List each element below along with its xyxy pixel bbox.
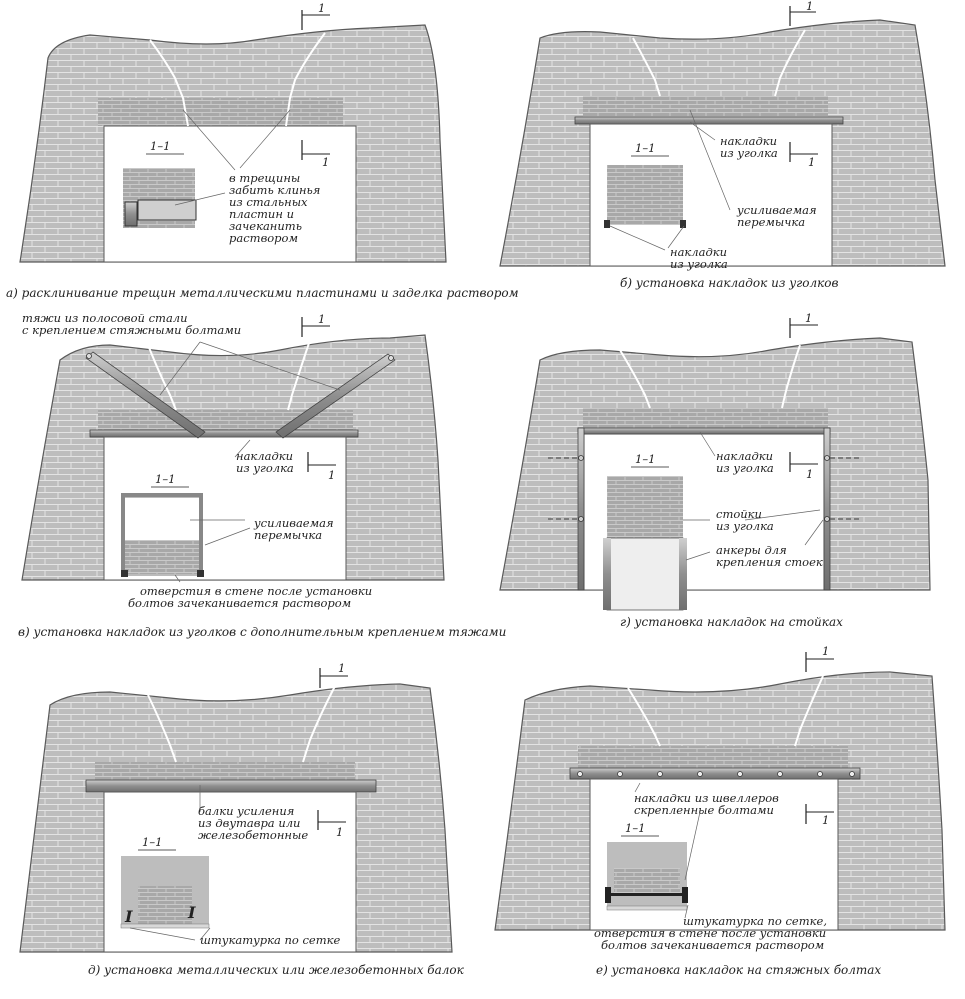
- i-beam-right: I: [188, 903, 196, 922]
- callout-plates: [236, 449, 294, 475]
- channel-left: [605, 887, 611, 903]
- svg-text:зачеканить: зачеканить: [229, 219, 302, 233]
- section-marker-mid: 1: [806, 467, 814, 481]
- lintel: [578, 746, 848, 768]
- section-label: 1–1: [142, 835, 163, 849]
- channel-right: [682, 887, 688, 903]
- i-beam-left: I: [125, 907, 133, 926]
- svg-text:забить клинья: забить клинья: [229, 183, 321, 197]
- tie-right: [199, 495, 203, 577]
- svg-text:накладки: накладки: [720, 134, 778, 148]
- callout-channels: [634, 791, 779, 817]
- svg-text:стойки: стойки: [716, 507, 762, 521]
- caption: г) установка накладок на стойках: [620, 615, 843, 629]
- panel-g: [500, 311, 930, 629]
- svg-text:из стальных: из стальных: [229, 195, 308, 209]
- plaster: [121, 924, 209, 928]
- callout-holes: [128, 584, 372, 610]
- channel-plate: [570, 768, 860, 779]
- svg-text:тяжи из полосовой стали: тяжи из полосовой стали: [22, 311, 188, 325]
- svg-text:болтов зачеканивается растворо: болтов зачеканивается раствором: [128, 596, 352, 610]
- svg-text:с креплением стяжными болтами: с креплением стяжными болтами: [22, 323, 242, 337]
- section-bolt: [608, 893, 686, 896]
- svg-text:из уголка: из уголка: [720, 146, 778, 160]
- callout-rods: [22, 311, 241, 337]
- svg-text:из уголка: из уголка: [716, 519, 774, 533]
- svg-text:железобетонные: железобетонные: [198, 828, 309, 842]
- post-left: [578, 428, 584, 590]
- svg-text:накладки: накладки: [236, 449, 294, 463]
- lintel: [583, 96, 828, 118]
- callout-plates: [716, 449, 774, 475]
- svg-text:скрепленные болтами: скрепленные болтами: [634, 803, 774, 817]
- section-post-left: [603, 538, 611, 610]
- panel-v: [18, 311, 506, 639]
- anchor-bolt: [579, 456, 584, 461]
- svg-text:болтов зачеканивается растворо: болтов зачеканивается раствором: [601, 938, 825, 952]
- angle-left: [121, 570, 128, 577]
- anchor-bolt: [579, 517, 584, 522]
- steel-beam: [86, 780, 376, 792]
- bolt: [87, 354, 92, 359]
- svg-text:пластин и: пластин и: [229, 207, 294, 221]
- anchor-bolt: [825, 517, 830, 522]
- angle-plate: [575, 117, 843, 124]
- svg-text:из уголка: из уголка: [670, 257, 728, 271]
- panel-a: [6, 1, 519, 300]
- caption: в) установка накладок из уголков с дополнительным креплением тяжами: [18, 625, 507, 639]
- callout-plates: [720, 134, 778, 160]
- section-label: 1–1: [155, 472, 176, 486]
- svg-text:усиливаемая: усиливаемая: [737, 203, 817, 217]
- svg-text:крепления стоек: крепления стоек: [716, 555, 823, 569]
- caption: е) установка накладок на стяжных болтах: [596, 963, 882, 977]
- plaster: [607, 906, 687, 910]
- lintel: [98, 98, 343, 126]
- caption: д) установка металлических или железобетонных балок: [88, 963, 464, 977]
- caption: б) установка накладок из уголков: [620, 276, 839, 290]
- section-marker-mid: 1: [328, 468, 336, 482]
- tie-top: [121, 493, 203, 497]
- section-marker-mid: 1: [822, 813, 830, 827]
- svg-text:из уголка: из уголка: [716, 461, 774, 475]
- svg-text:из уголка: из уголка: [236, 461, 294, 475]
- lintel: [583, 408, 828, 430]
- anchor-bolt: [825, 456, 830, 461]
- steel-wedge: [138, 200, 196, 220]
- section-label: 1–1: [635, 141, 656, 155]
- callout-plaster: штукатурка по сетке: [200, 933, 341, 947]
- svg-text:анкеры для: анкеры для: [716, 543, 787, 557]
- angle-left: [604, 220, 610, 228]
- section-lintel: [124, 540, 200, 574]
- section-marker-top: 1: [806, 0, 814, 13]
- section-post-right: [679, 538, 687, 610]
- svg-text:раствором: раствором: [229, 231, 298, 245]
- svg-text:балки усиления: балки усиления: [198, 804, 295, 818]
- lintel: [95, 762, 355, 782]
- angle-plate: [578, 428, 830, 434]
- svg-text:усиливаемая: усиливаемая: [254, 516, 334, 530]
- callout-lintel: [736, 203, 817, 229]
- svg-text:в трещины: в трещины: [229, 171, 301, 185]
- section-marker-top: 1: [318, 1, 326, 15]
- panel-d: [20, 661, 465, 977]
- panel-b: [500, 0, 945, 290]
- section-marker-top: 1: [318, 312, 326, 326]
- section-view: [607, 165, 683, 225]
- svg-text:штукатурка по сетке,: штукатурка по сетке,: [683, 914, 827, 928]
- section-marker-mid: 1: [322, 155, 330, 169]
- svg-text:накладки: накладки: [670, 245, 728, 259]
- tie-left: [121, 495, 125, 577]
- section-marker-mid: 1: [336, 825, 344, 839]
- svg-text:отверстия в стене после устано: отверстия в стене после установки: [140, 584, 373, 598]
- section-opening: [607, 538, 683, 610]
- bolt: [389, 356, 394, 361]
- section-marker-mid: 1: [808, 155, 816, 169]
- section-label: 1–1: [150, 139, 171, 153]
- section-label: 1–1: [635, 452, 656, 466]
- post-right: [824, 428, 830, 590]
- svg-text:из двутавра или: из двутавра или: [198, 816, 301, 830]
- callout-lintel: [253, 516, 334, 542]
- svg-text:отверстия в стене после устано: отверстия в стене после установки: [594, 926, 827, 940]
- section-lintel: [138, 886, 192, 926]
- section-label: 1–1: [625, 821, 646, 835]
- svg-text:перемычка: перемычка: [254, 528, 323, 542]
- caption: а) расклинивание трещин металлическими пластинами и заделка раствором: [6, 286, 519, 300]
- svg-text:накладки из швеллеров: накладки из швеллеров: [634, 791, 779, 805]
- section-marker-top: 1: [805, 311, 813, 325]
- section-view: [607, 476, 683, 538]
- panel-e: [495, 644, 945, 977]
- section-marker-top: 1: [822, 644, 830, 658]
- callout-plates-bottom: [670, 245, 728, 271]
- steel-plate: [125, 202, 137, 226]
- svg-text:накладки: накладки: [716, 449, 774, 463]
- svg-text:перемычка: перемычка: [737, 215, 806, 229]
- section-lintel: [614, 868, 680, 894]
- angle-plate: [90, 430, 358, 437]
- callout-beams: [198, 804, 308, 842]
- angle-right: [197, 570, 204, 577]
- section-marker-top: 1: [338, 661, 346, 675]
